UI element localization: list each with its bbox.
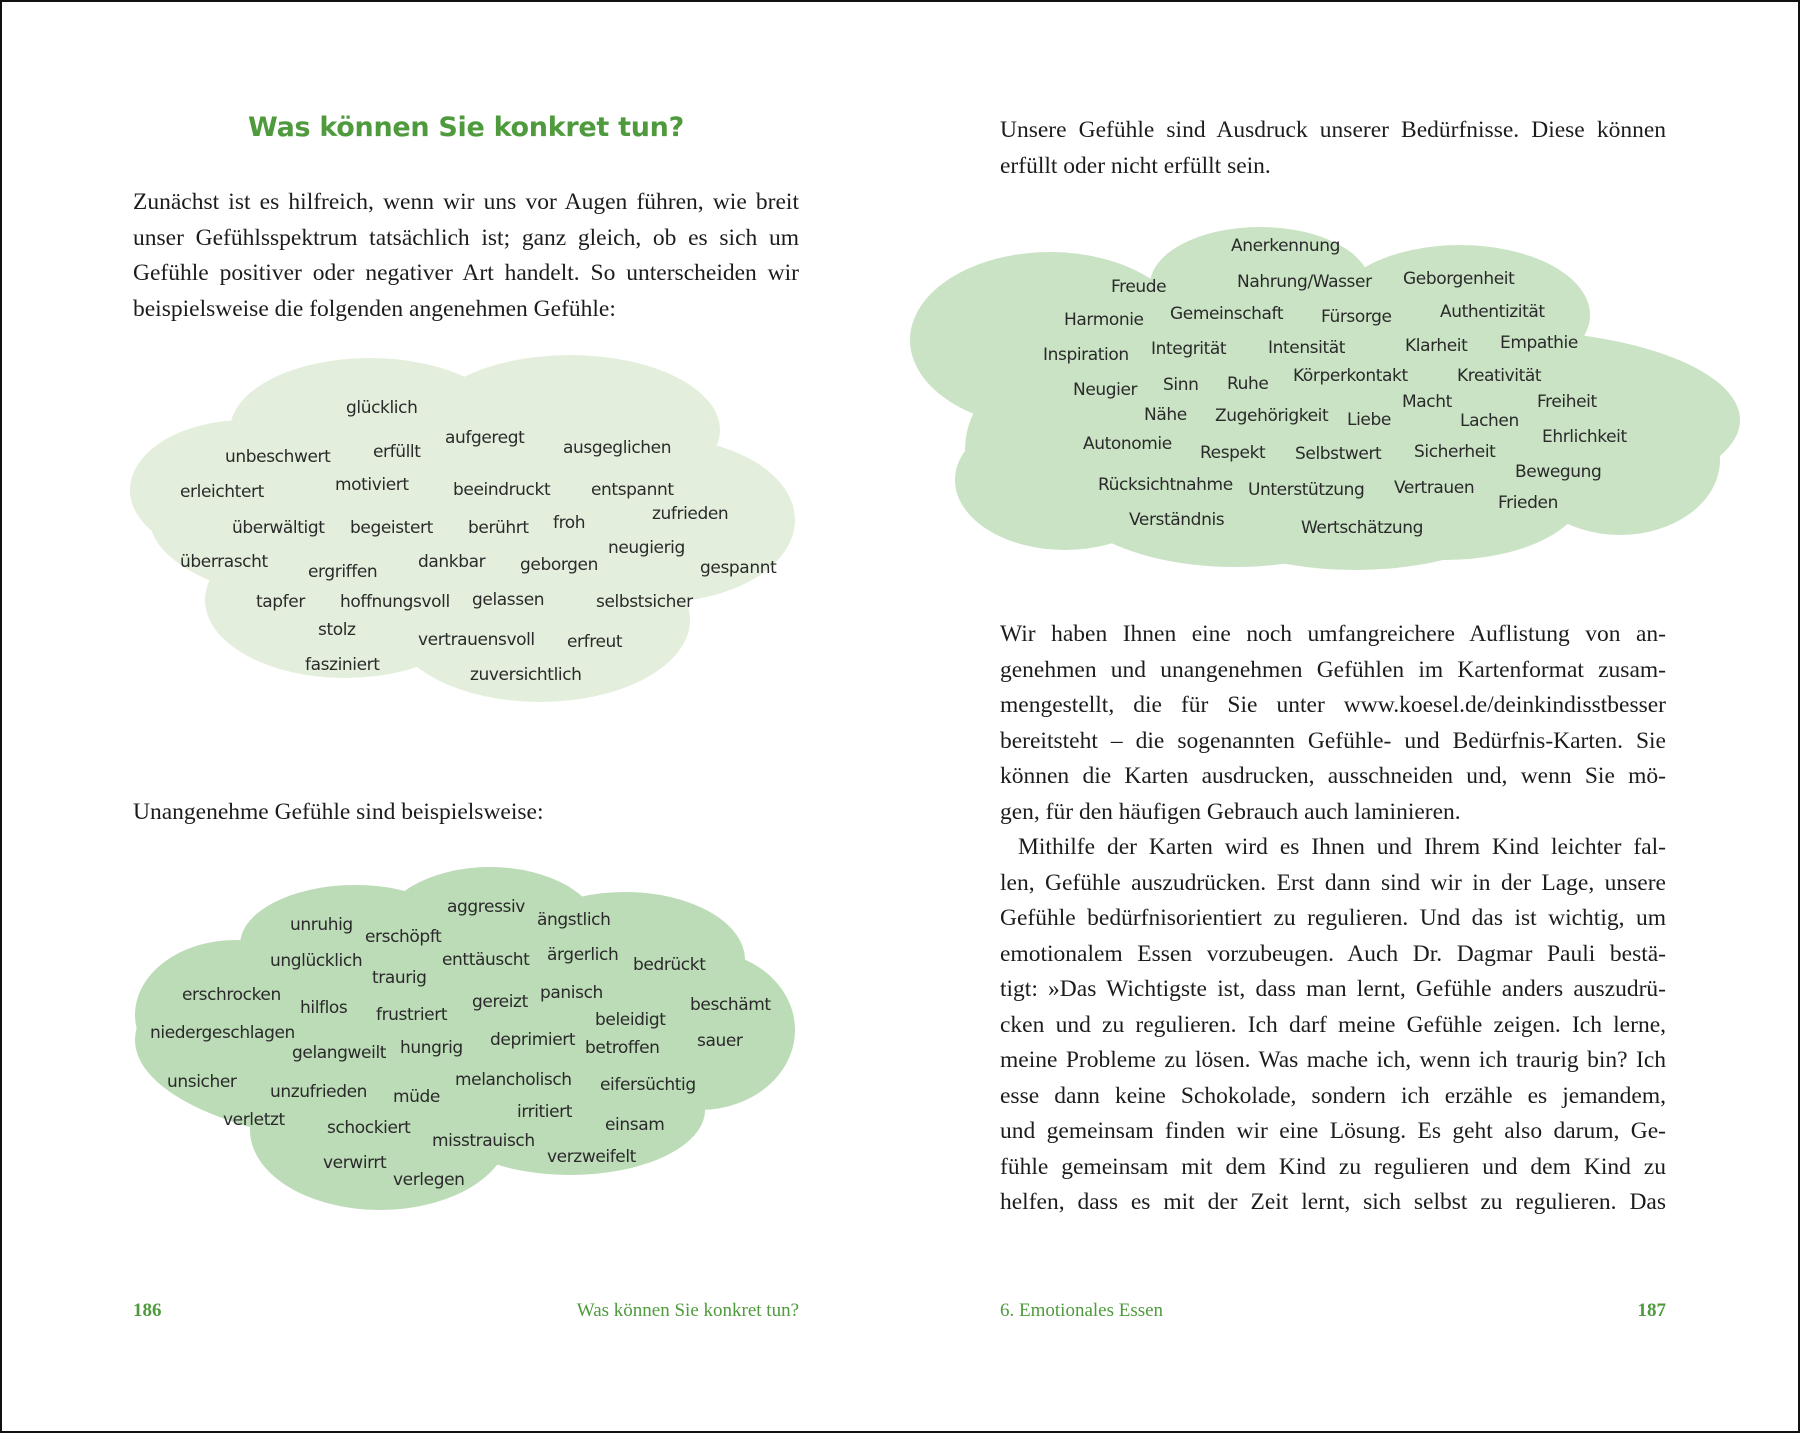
- cloud-word: selbstsicher: [596, 592, 693, 612]
- cloud-word: vertrauensvoll: [418, 630, 535, 650]
- cloud-word: erschrocken: [182, 985, 281, 1005]
- cloud-word: beschämt: [690, 995, 771, 1015]
- cloud-word: unruhig: [290, 915, 353, 935]
- cloud-word: aggressiv: [447, 897, 525, 917]
- cloud-word: verzweifelt: [547, 1147, 636, 1167]
- text-line: Gefühle positiver oder negativer Art handelt. So unterscheiden wir: [133, 260, 799, 286]
- cloud-word: irritiert: [517, 1102, 573, 1122]
- cloud-word: Sicherheit: [1414, 442, 1496, 462]
- cloud-word: geborgen: [520, 555, 598, 575]
- text-line: erfüllt oder nicht erfüllt sein.: [1000, 152, 1271, 179]
- cloud-word: hilflos: [300, 998, 348, 1018]
- cloud-word: Respekt: [1200, 443, 1266, 463]
- cloud-word: aufgeregt: [445, 428, 525, 448]
- cloud-word: Bewegung: [1515, 462, 1602, 482]
- cloud-word: tapfer: [256, 592, 305, 612]
- cloud-word: einsam: [605, 1115, 665, 1135]
- section-heading: Was können Sie konkret tun?: [248, 112, 684, 143]
- cloud-word: zuversichtlich: [470, 665, 582, 685]
- text-line: fühle gemeinsam mit dem Kind zu regulieren und dem Kind zu: [1000, 1153, 1666, 1180]
- cloud-word: Geborgenheit: [1403, 269, 1515, 289]
- cloud-word: bedrückt: [633, 955, 706, 975]
- cloud-word: fasziniert: [305, 655, 380, 675]
- text-line: emotionalem Essen vorzubeugen. Auch Dr. Dagmar Pauli bestä-: [1000, 940, 1666, 967]
- cloud-word: verwirrt: [323, 1153, 387, 1173]
- cloud-word: Kreativität: [1457, 366, 1542, 386]
- text-line: tigt: »Das Wichtigste ist, dass man lernt, Gefühle anders auszudrü-: [1000, 976, 1666, 1002]
- text-line: genehmen und unangenehmen Gefühlen im Kartenformat zusam-: [1000, 656, 1666, 683]
- text-line: beispielsweise die folgenden angenehmen Gefühle:: [133, 295, 616, 322]
- cloud-word: Authentizität: [1440, 302, 1545, 322]
- text-line: Unsere Gefühle sind Ausdruck unserer Bedürfnisse. Diese können: [1000, 117, 1666, 143]
- cloud-word: Anerkennung: [1231, 236, 1341, 256]
- cloud-word: Selbstwert: [1295, 444, 1382, 464]
- text-line: cken und zu regulieren. Ich darf meine Gefühle zeigen. Ich lerne,: [1000, 1011, 1666, 1038]
- cloud-word: glücklich: [346, 398, 418, 418]
- cloud-word: Harmonie: [1064, 310, 1144, 330]
- cloud-word: Wertschätzung: [1301, 518, 1424, 538]
- cloud-word: panisch: [540, 983, 603, 1003]
- chapter-title: 6. Emotionales Essen: [1000, 1300, 1164, 1321]
- cloud-word: verletzt: [223, 1110, 285, 1130]
- cloud-word: erfreut: [567, 632, 623, 652]
- cloud-word: Zugehörigkeit: [1215, 406, 1329, 426]
- cloud-word: ergriffen: [308, 562, 378, 582]
- right-page: [900, 0, 1800, 1433]
- cloud-word: Rücksichtnahme: [1098, 475, 1233, 495]
- cloud-word: Intensität: [1268, 338, 1346, 358]
- cloud-word: Unterstützung: [1248, 480, 1365, 500]
- cloud-word: ärgerlich: [547, 945, 619, 965]
- cloud-word: gespannt: [700, 558, 777, 578]
- cloud-word: Sinn: [1163, 375, 1199, 395]
- text-line: und gemeinsam finden wir eine Lösung. Es geht also darum, Ge-: [1000, 1118, 1666, 1144]
- cloud-word: unzufrieden: [270, 1082, 368, 1102]
- cloud-word: Autonomie: [1083, 434, 1172, 454]
- text-line: helfen, dass es mit der Zeit lernt, sich selbst zu regulieren. Das: [1000, 1189, 1666, 1215]
- text-line: len, Gefühle auszudrücken. Erst dann sind wir in der Lage, unsere: [1000, 869, 1666, 896]
- cloud-word: Ehrlichkeit: [1542, 427, 1627, 447]
- page-number-left: 186: [133, 1300, 162, 1321]
- text-line: mengestellt, die für Sie unter www.koesel.de/deinkindisstbesser: [1000, 692, 1666, 718]
- cloud-word: Macht: [1402, 392, 1452, 412]
- cloud-word: Ruhe: [1227, 374, 1269, 394]
- cloud-word: gereizt: [472, 992, 528, 1012]
- cloud-word: Inspiration: [1043, 345, 1129, 365]
- cloud-word: unbeschwert: [225, 447, 331, 467]
- text-line: unser Gefühlsspektrum tatsächlich ist; ganz gleich, ob es sich um: [133, 224, 799, 251]
- text-line: bereitsteht – die sogenannten Gefühle- und Bedürfnis-Karten. Sie: [1000, 727, 1666, 754]
- text-line: esse dann keine Schokolade, sondern ich erzähle es jemandem,: [1000, 1082, 1666, 1109]
- cloud-word: betroffen: [585, 1038, 660, 1058]
- text-line: gen, für den häufigen Gebrauch auch laminieren.: [1000, 798, 1461, 825]
- cloud-word: traurig: [372, 968, 427, 988]
- cloud-word: entspannt: [591, 480, 674, 500]
- cloud-word: berührt: [468, 518, 529, 538]
- cloud-word: verlegen: [393, 1170, 465, 1190]
- cloud-word: Lachen: [1460, 411, 1519, 431]
- cloud-word: misstrauisch: [432, 1131, 535, 1151]
- text-line: Unangenehme Gefühle sind beispielsweise:: [133, 799, 544, 825]
- cloud-word: hoffnungsvoll: [340, 592, 450, 612]
- cloud-word: ängstlich: [537, 910, 611, 930]
- cloud-word: unsicher: [167, 1072, 237, 1092]
- cloud-word: dankbar: [418, 552, 486, 572]
- cloud-word: froh: [553, 513, 586, 533]
- text-line: meine Probleme zu lösen. Was mache ich, wenn ich traurig bin? Ich: [1000, 1047, 1666, 1073]
- cloud-word: ausgeglichen: [563, 438, 672, 458]
- cloud-word: gelassen: [472, 590, 545, 610]
- text-line: Zunächst ist es hilfreich, wenn wir uns vor Augen führen, wie breit: [133, 189, 799, 215]
- cloud-word: Freude: [1111, 277, 1167, 297]
- cloud-word: Vertrauen: [1394, 478, 1475, 498]
- cloud-word: zufrieden: [652, 504, 729, 524]
- cloud-word: frustriert: [376, 1005, 448, 1025]
- cloud-word: neugierig: [608, 538, 685, 558]
- cloud-word: Gemeinschaft: [1170, 304, 1284, 324]
- cloud-word: unglücklich: [270, 951, 363, 971]
- text-line: Gefühle bedürfnisorientiert zu regulieren. Und das ist wichtig, um: [1000, 905, 1666, 931]
- cloud-word: niedergeschlagen: [150, 1023, 295, 1043]
- cloud-word: beeindruckt: [453, 480, 551, 500]
- cloud-word: Nahrung/Wasser: [1237, 272, 1372, 292]
- cloud-word: müde: [393, 1087, 440, 1107]
- paragraph-cards: [1000, 617, 1666, 1221]
- running-title: Was können Sie konkret tun?: [576, 1300, 799, 1321]
- cloud-word: begeistert: [350, 518, 433, 538]
- cloud-word: beleidigt: [595, 1010, 666, 1030]
- cloud-word: Integrität: [1151, 339, 1227, 359]
- cloud-word: stolz: [318, 620, 356, 640]
- text-line: Wir haben Ihnen eine noch umfangreichere Auflistung von an-: [1000, 621, 1666, 647]
- cloud-word: motiviert: [335, 475, 409, 495]
- cloud-word: Körperkontakt: [1293, 366, 1408, 386]
- page-number-right: 187: [1637, 1300, 1666, 1321]
- cloud-word: Liebe: [1347, 410, 1391, 430]
- cloud-word: überrascht: [180, 552, 268, 572]
- cloud-word: überwältigt: [232, 518, 325, 538]
- cloud-word: erschöpft: [365, 927, 442, 947]
- cloud-word: Fürsorge: [1321, 307, 1392, 327]
- cloud-word: Freiheit: [1537, 392, 1597, 412]
- cloud-word: erfüllt: [373, 442, 421, 462]
- cloud-word: gelangweilt: [292, 1043, 387, 1063]
- text-line: Mithilfe der Karten wird es Ihnen und Ihrem Kind leichter fal-: [1018, 834, 1666, 860]
- cloud-word: erleichtert: [180, 482, 264, 502]
- cloud-word: eifersüchtig: [600, 1075, 696, 1095]
- cloud-word: Frieden: [1498, 493, 1558, 513]
- cloud-word: schockiert: [327, 1118, 411, 1138]
- cloud-word: sauer: [697, 1031, 743, 1051]
- cloud-word: deprimiert: [490, 1030, 576, 1050]
- cloud-word: hungrig: [400, 1038, 463, 1058]
- cloud-word: Neugier: [1073, 380, 1138, 400]
- text-line: können die Karten ausdrucken, ausschneiden und, wenn Sie mö-: [1000, 763, 1666, 789]
- cloud-word: enttäuscht: [442, 950, 530, 970]
- cloud-word: Klarheit: [1405, 336, 1468, 356]
- cloud-word: Nähe: [1144, 405, 1187, 425]
- cloud-word: melancholisch: [455, 1070, 572, 1090]
- cloud-word: Empathie: [1500, 333, 1578, 353]
- cloud-word: Verständnis: [1129, 510, 1225, 530]
